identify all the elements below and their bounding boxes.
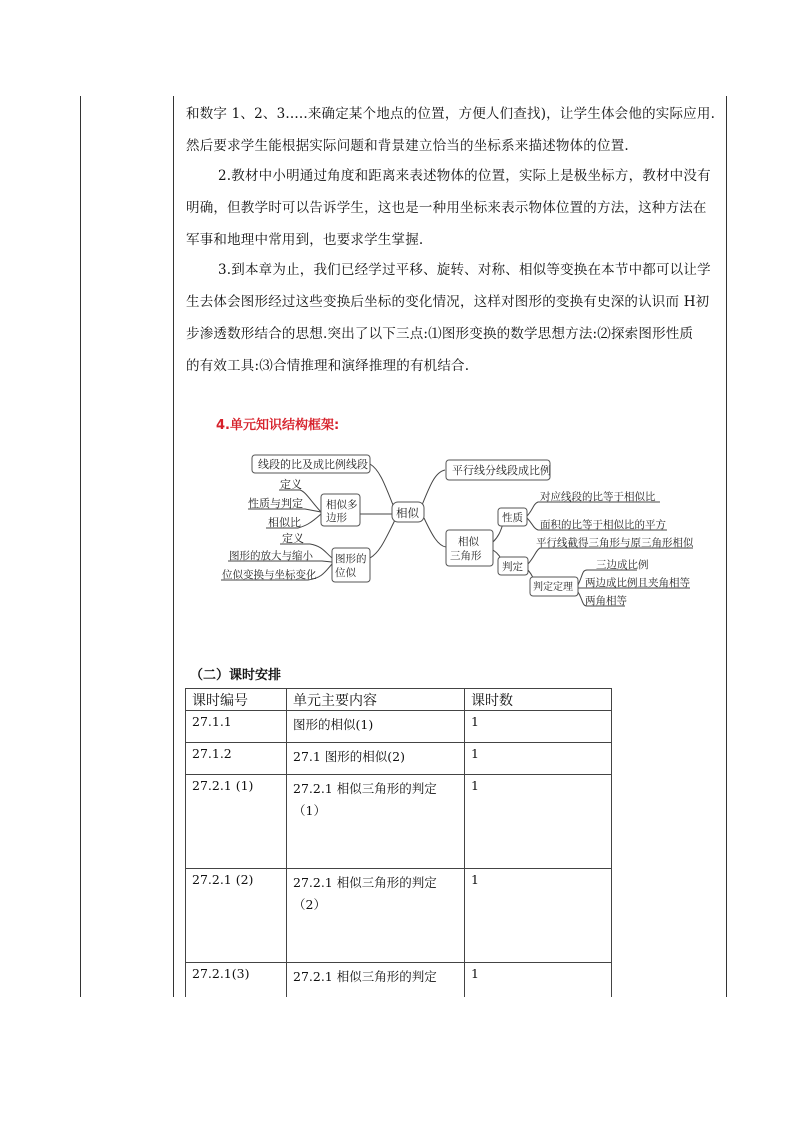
label-triangle-a: 相似	[458, 536, 479, 548]
label-parallel-lines: 平行线分线段成比例	[452, 464, 551, 477]
theorem-child-1: 三边成比例	[596, 559, 649, 571]
label-polygon-b: 边形	[326, 512, 347, 524]
label-triangle-b: 三角形	[450, 550, 482, 562]
table-row	[186, 869, 612, 963]
p1-line2: 然后要求学生能根据实际问题和背景建立恰当的坐标系来描述物体的位置.	[186, 138, 629, 154]
row-hours: 1	[465, 711, 612, 743]
paragraph-1	[186, 98, 722, 162]
label-theorem: 判定定理	[533, 582, 573, 593]
row-code: 27.1.2	[186, 743, 287, 775]
table-row	[186, 743, 612, 775]
row-code: 27.2.1(3)	[186, 963, 287, 998]
header-code: 课时编号	[186, 689, 287, 711]
row-content: 27.2.1 相似三角形的判定（2）	[287, 869, 465, 963]
label-polygon-a: 相似多	[326, 499, 358, 511]
p3-line1: 3.到本章为止，我们已经学过平移、旋转、对称、相似等变换在本节中都可以让学	[218, 262, 711, 278]
row-content: 27.2.1 相似三角形的判定	[287, 963, 465, 998]
label-judge: 判定	[502, 561, 523, 573]
polygon-child-3: 相似比	[268, 516, 301, 529]
position-child-2: 图形的放大与缩小	[229, 550, 313, 562]
p2-line3: 军事和地理中常用到，也要求学生掌握.	[186, 232, 424, 248]
polygon-child-2: 性质与判定	[248, 497, 303, 510]
label-position-a: 图形的	[335, 553, 367, 565]
property-child-1: 对应线段的比等于相似比	[540, 491, 656, 503]
p3-line4: 的有效工具:⑶合情推理和演绎推理的有机结合.	[186, 358, 470, 374]
label-center: 相似	[396, 506, 419, 520]
row-hours: 1	[465, 775, 612, 869]
knowledge-mindmap	[0, 440, 794, 640]
table-header-row	[186, 689, 612, 711]
paragraph-2	[186, 160, 722, 256]
p3-line2: 生去体会图形经过这些变换后坐标的变化情况，这样对图形的变换有史深的认识而 H初	[186, 294, 710, 310]
row-hours: 1	[465, 743, 612, 775]
p2-line2: 明确，但教学时可以告诉学生，这也是一种用坐标来表示物体位置的方法，这种方法在	[186, 200, 707, 216]
table-row	[186, 775, 612, 869]
row-content: 图形的相似(1)	[287, 711, 465, 743]
theorem-child-2: 两边成比例且夹角相等	[585, 577, 690, 589]
polygon-child-1: 定义	[280, 478, 302, 491]
row-content: 27.2.1 相似三角形的判定（1）	[287, 775, 465, 869]
framework-heading: 4.单元知识结构框架:	[216, 418, 340, 433]
row-code: 27.1.1	[186, 711, 287, 743]
table-row	[186, 963, 612, 998]
position-child-1: 定义	[282, 532, 304, 545]
judge-parallel: 平行线截得三角形与原三角形相似	[536, 537, 694, 549]
row-content: 27.1 图形的相似(2)	[287, 743, 465, 775]
theorem-child-3: 两角相等	[585, 595, 627, 607]
label-segment-ratio: 线段的比及成比例线段	[258, 458, 368, 471]
row-code: 27.2.1 (1)	[186, 775, 287, 869]
table-row	[186, 711, 612, 743]
p3-line3: 步渗透数形结合的思想.突出了以下三点:⑴图形变换的数学思想方法:⑵探索图形性质	[186, 326, 694, 342]
header-hours: 课时数	[465, 689, 612, 711]
p1-line1: 和数字 1、2、3.....来确定某个地点的位置，方便人们查找)，让学生体会他的实际应用.	[186, 106, 716, 122]
p2-line1: 2.教材中小明通过角度和距离来表述物体的位置，实际上是极坐标方，教材中没有	[218, 168, 711, 184]
row-hours: 1	[465, 869, 612, 963]
paragraph-3	[186, 254, 722, 382]
row-hours: 1	[465, 963, 612, 998]
schedule-table	[185, 688, 612, 997]
header-content: 单元主要内容	[287, 689, 465, 711]
label-position-b: 位似	[335, 567, 356, 579]
row-code: 27.2.1 (2)	[186, 869, 287, 963]
label-property: 性质	[502, 512, 523, 524]
schedule-title: （二）课时安排	[190, 668, 282, 683]
position-child-3: 位似变换与坐标变化	[222, 569, 317, 581]
property-child-2: 面积的比等于相似比的平方	[540, 519, 666, 531]
